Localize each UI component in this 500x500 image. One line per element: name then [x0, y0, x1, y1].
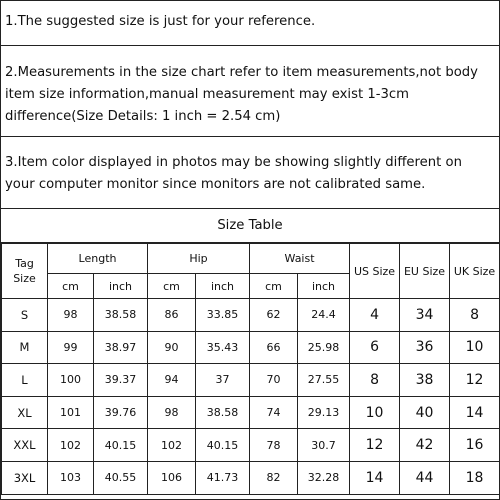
us-size-cell: 12: [350, 429, 400, 462]
tag-size-cell: 3XL: [2, 461, 48, 494]
size-table-title: Size Table: [1, 209, 499, 243]
table-row: [2, 331, 500, 364]
waist-cm-cell: 62: [250, 299, 298, 332]
tag-size-header: [2, 244, 48, 299]
note-3: 3.Item color displayed in photos may be showing slightly different on your computer monitor since monitors are not calibrated same.: [1, 137, 499, 209]
tag-size-cell: XL: [2, 396, 48, 429]
hip-inch-cell: 37: [196, 364, 250, 397]
uk-size-cell: 18: [450, 461, 500, 494]
uk-size-cell: 14: [450, 396, 500, 429]
length-cm-header: cm: [48, 274, 94, 299]
tag-header-line1: Tag: [15, 257, 34, 270]
uk-size-header: UK Size: [450, 244, 500, 299]
hip-cm-cell: 102: [148, 429, 196, 462]
header-row-groups: [2, 244, 500, 274]
length-cm-cell: 103: [48, 461, 94, 494]
hip-inch-cell: 38.58: [196, 396, 250, 429]
eu-size-cell: 42: [400, 429, 450, 462]
tag-size-cell: S: [2, 299, 48, 332]
hip-cm-header: cm: [148, 274, 196, 299]
hip-cm-cell: 98: [148, 396, 196, 429]
hip-cm-cell: 94: [148, 364, 196, 397]
waist-inch-cell: 25.98: [298, 331, 350, 364]
tag-size-cell: M: [2, 331, 48, 364]
hip-inch-cell: 40.15: [196, 429, 250, 462]
length-inch-cell: 38.58: [94, 299, 148, 332]
table-row: [2, 364, 500, 397]
eu-size-cell: 40: [400, 396, 450, 429]
length-header: Length: [48, 244, 148, 274]
length-cm-cell: 102: [48, 429, 94, 462]
hip-inch-header: inch: [196, 274, 250, 299]
length-inch-cell: 40.15: [94, 429, 148, 462]
hip-cm-cell: 86: [148, 299, 196, 332]
us-size-header: US Size: [350, 244, 400, 299]
hip-inch-cell: 35.43: [196, 331, 250, 364]
waist-inch-cell: 24.4: [298, 299, 350, 332]
waist-inch-cell: 29.13: [298, 396, 350, 429]
note-2: 2.Measurements in the size chart refer to item measurements,not body item size information,manual measurement may exist 1-3cm difference(Size Details: 1 inch = 2.54 cm): [1, 46, 499, 137]
eu-size-cell: 38: [400, 364, 450, 397]
eu-size-cell: 36: [400, 331, 450, 364]
size-table: [1, 243, 500, 495]
hip-header: Hip: [148, 244, 250, 274]
length-inch-cell: 39.37: [94, 364, 148, 397]
hip-cm-cell: 106: [148, 461, 196, 494]
waist-cm-cell: 78: [250, 429, 298, 462]
waist-header: Waist: [250, 244, 350, 274]
waist-inch-cell: 30.7: [298, 429, 350, 462]
table-row: [2, 299, 500, 332]
length-cm-cell: 98: [48, 299, 94, 332]
waist-cm-header: cm: [250, 274, 298, 299]
table-row: [2, 461, 500, 494]
hip-inch-cell: 33.85: [196, 299, 250, 332]
length-cm-cell: 100: [48, 364, 94, 397]
tag-size-cell: L: [2, 364, 48, 397]
uk-size-cell: 16: [450, 429, 500, 462]
note-1: 1.The suggested size is just for your reference.: [1, 1, 499, 46]
us-size-cell: 6: [350, 331, 400, 364]
eu-size-header: EU Size: [400, 244, 450, 299]
us-size-cell: 14: [350, 461, 400, 494]
length-inch-cell: 38.97: [94, 331, 148, 364]
length-cm-cell: 99: [48, 331, 94, 364]
us-size-cell: 10: [350, 396, 400, 429]
us-size-cell: 4: [350, 299, 400, 332]
hip-inch-cell: 41.73: [196, 461, 250, 494]
us-size-cell: 8: [350, 364, 400, 397]
length-cm-cell: 101: [48, 396, 94, 429]
hip-cm-cell: 90: [148, 331, 196, 364]
length-inch-header: inch: [94, 274, 148, 299]
tag-size-cell: XXL: [2, 429, 48, 462]
waist-inch-header: inch: [298, 274, 350, 299]
uk-size-cell: 12: [450, 364, 500, 397]
length-inch-cell: 39.76: [94, 396, 148, 429]
uk-size-cell: 8: [450, 299, 500, 332]
waist-cm-cell: 70: [250, 364, 298, 397]
length-inch-cell: 40.55: [94, 461, 148, 494]
tag-header-line2: Size: [13, 272, 36, 285]
waist-inch-cell: 32.28: [298, 461, 350, 494]
waist-cm-cell: 82: [250, 461, 298, 494]
eu-size-cell: 34: [400, 299, 450, 332]
table-row: [2, 429, 500, 462]
table-row: [2, 396, 500, 429]
size-table-body: [2, 299, 500, 495]
eu-size-cell: 44: [400, 461, 450, 494]
waist-inch-cell: 27.55: [298, 364, 350, 397]
waist-cm-cell: 74: [250, 396, 298, 429]
waist-cm-cell: 66: [250, 331, 298, 364]
uk-size-cell: 10: [450, 331, 500, 364]
